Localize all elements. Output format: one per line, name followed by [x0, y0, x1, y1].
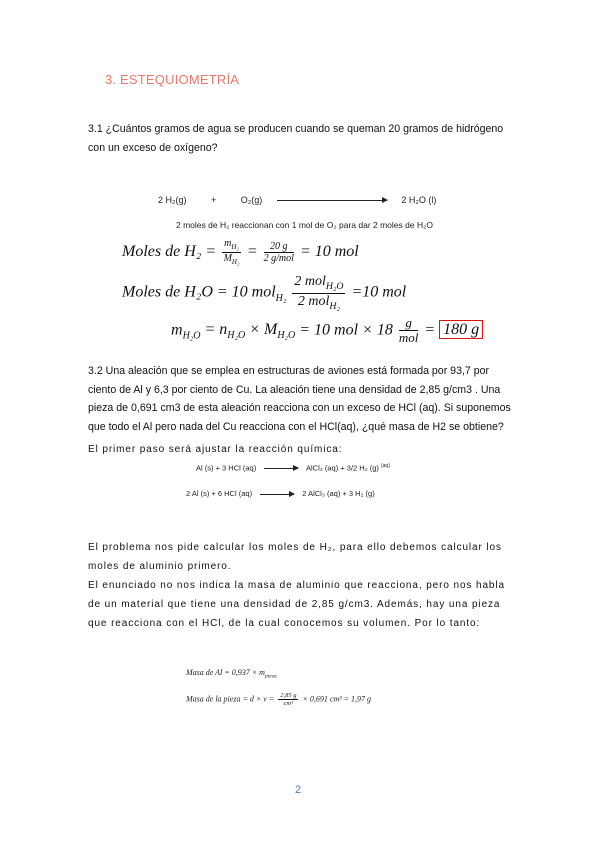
fraction-mol-ratio: $\frac{2 mol_{H_2O}}{2 mol_{H_2}}$ [294, 274, 344, 312]
result-box: 180 g [439, 320, 483, 339]
question-3-1: 3.1 ¿Cuántos gramos de agua se producen cuando se queman 20 gramos de hidrógeno con un exceso de oxígeno? [88, 123, 504, 154]
equation-3-m: m [171, 321, 183, 339]
calc-mass-al [186, 668, 277, 680]
equation-moles-h2o: Moles de H₂O = 10 mol$_{H_2}$ $\frac{2 mol_{H_2O}}{2 mol_{H_2}}$ =10 mol [122, 274, 407, 312]
reaction-1-lhs: 2 H₂(g) [158, 195, 187, 205]
reaction-2b [186, 489, 375, 498]
step-1-text: El primer paso será ajustar la reacción química: [88, 444, 343, 455]
equation-1-rhs: = 10 mol [299, 242, 359, 260]
paragraph-density: El enunciado no nos indica la masa de aluminio que reacciona, pero nos habla de un material que tiene una densidad de 2,85 g/cm3. Además, hay una pieza que reacciona con el HCl, de la cual conocemos su volumen. Por lo tanto: [88, 580, 505, 629]
reaction-2a-sup: (aq) [380, 463, 390, 469]
reaction-arrow [260, 494, 294, 495]
question-3-2: 3.2 Una aleación que se emplea en estructuras de aviones está formada por 93,7 por ciento de Al y 6,3 por ciento de Cu. La aleación tiene una densidad de 2,85 g/cm3 . Una pieza de 0,691 cm3 de esta aleación reacciona con un exceso de HCl (aq). Si suponemos que todo el Al pero nada del Cu reacciona con el HCl(aq), ¿qué masa de H2 se obtiene? [88, 365, 511, 433]
reaction-2a-rhs: AlCl₃ (aq) + 3/2 H₂ (g) [306, 463, 379, 473]
reaction-arrow [277, 200, 387, 201]
reaction-1-o2: O₂(g) [240, 195, 263, 205]
fraction-g-per-mol: $\frac{g}{\text{mol}}$ [398, 315, 419, 346]
equation-mass-h2o: $m_{H_2O} = n_{H_2O} \times M_{H_2O} = 10$ mol × 18 $\frac{g}{\text{mol}}$ = 180 g [171, 316, 483, 346]
calc-mass-al-sub: pieza [264, 673, 277, 680]
calc-mass-piece-right: × 0,691 cm³ = 1,97 g [302, 694, 371, 704]
reaction-2a [196, 463, 390, 473]
reaction-2a-lhs: Al (s) + 3 HCl (aq) [196, 463, 257, 473]
equation-1-left: Moles de H₂ = [122, 242, 217, 260]
equation-2-left: Moles de H₂O = 10 mol [122, 283, 276, 301]
calc-mass-al-text: Masa de Al = 0,937 × m [186, 668, 265, 677]
equation-2-rhs: =10 mol [351, 283, 407, 301]
section-heading: 3. ESTEQUIOMETRÍA [105, 72, 240, 87]
equation-3-mid: = 10 mol × 18 [299, 321, 393, 339]
reaction-2b-lhs: 2 Al (s) + 6 HCl (aq) [186, 489, 253, 498]
fraction-density: $\frac{2,85 g}{\text{cm³}}$ [280, 692, 297, 708]
reaction-2b-rhs: 2 AlCl₃ (aq) + 3 H₂ (g) [302, 489, 375, 498]
fraction-m-over-M: $\frac{m_{H_2}}{M_{H_2}}$ [223, 238, 240, 266]
page-number: 2 [295, 784, 302, 796]
reaction-1 [158, 195, 436, 205]
reaction-1-plus: + [211, 195, 217, 205]
fraction-20g: $\frac{20 g}{\text{2 g/mol}}$ [263, 240, 294, 264]
equation-moles-h2: Moles de H₂ = $\frac{m_{H_2}}{M_{H_2}}$ = $\frac{20 g}{\text{2 g/mol}}$ = 10 mol [122, 238, 359, 266]
calc-mass-piece [186, 692, 371, 707]
reaction-1-note: 2 moles de H₂ reaccionan con 1 mol de O₂ para dar 2 moles de H₂O [176, 220, 433, 230]
calc-mass-piece-left: Masa de la pieza = d × v = [186, 694, 275, 704]
reaction-1-rhs: 2 H₂O (l) [401, 195, 437, 205]
reaction-arrow [264, 468, 298, 469]
paragraph-moles: El problema nos pide calcular los moles de H₂, para ello debemos calcular los moles de aluminio primero. [88, 542, 502, 572]
